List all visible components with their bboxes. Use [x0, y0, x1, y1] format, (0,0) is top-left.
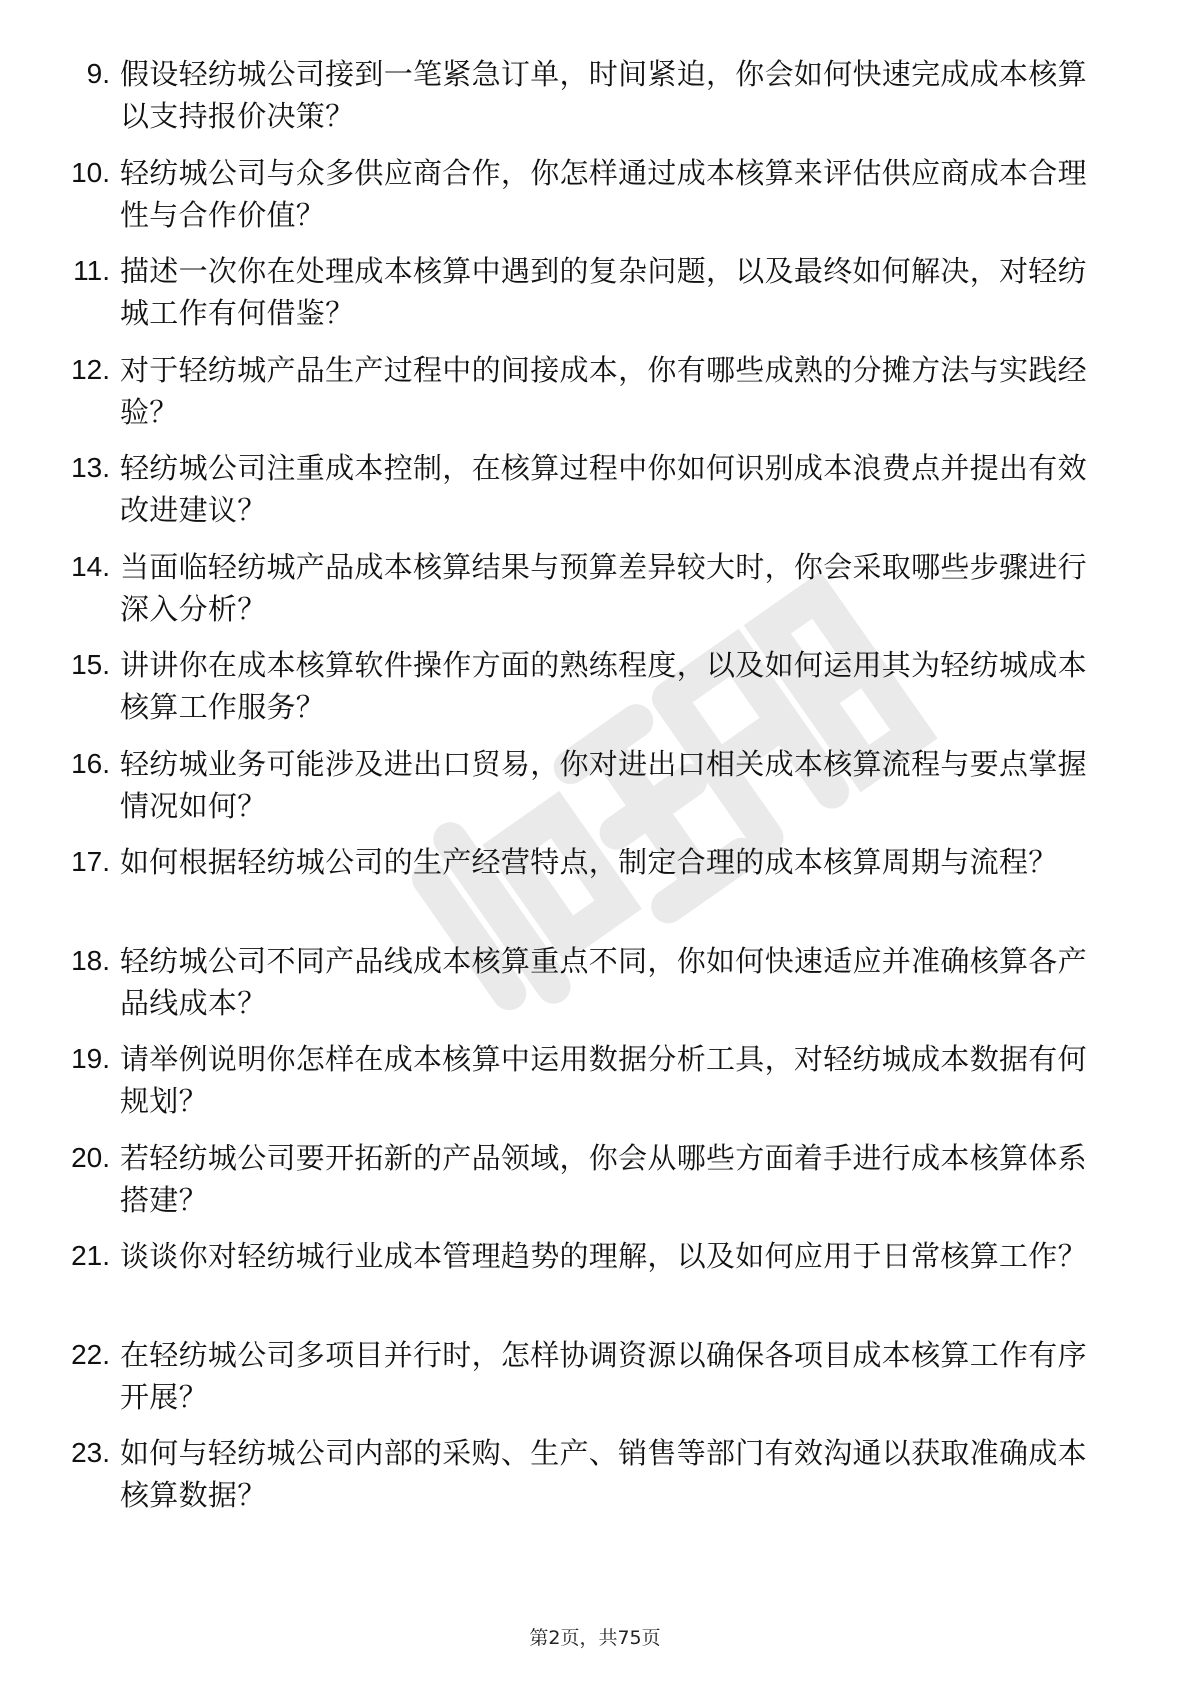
question-number: 10.: [71, 156, 110, 188]
question-number: 12.: [71, 353, 110, 385]
question-number: 19.: [71, 1043, 110, 1074]
question-text: 谈谈你对轻纺城行业成本管理趋势的理解，以及如何应用于日常核算工作？: [120, 1239, 1087, 1273]
question-number: 14.: [71, 550, 110, 582]
question-item: [50, 546, 1110, 645]
question-item: [50, 841, 1110, 940]
question-number: 21.: [71, 1240, 110, 1271]
question-text: 轻纺城公司注重成本控制，在核算过程中你如何识别成本浪费点并提出有效改进建议？: [120, 451, 1087, 527]
question-text: 讲讲你在成本核算软件操作方面的熟练程度，以及如何运用其为轻纺城成本核算工作服务？: [120, 648, 1087, 724]
question-number: 15.: [71, 649, 110, 680]
question-number: 18.: [71, 944, 110, 976]
question-item: [50, 644, 1110, 743]
question-item: [50, 743, 1110, 842]
question-item: [50, 349, 1110, 448]
question-item: [50, 1137, 1110, 1236]
question-number: 23.: [71, 1437, 110, 1468]
question-text: 在轻纺城公司多项目并行时，怎样协调资源以确保各项目成本核算工作有序开展？: [120, 1337, 1087, 1414]
question-item: [50, 1235, 1110, 1334]
question-text: 轻纺城公司不同产品线成本核算重点不同，你如何快速适应并准确核算各产品线成本？: [120, 943, 1087, 1020]
question-number: 16.: [71, 747, 110, 779]
question-text: 描述一次你在处理成本核算中遇到的复杂问题，以及最终如何解决，对轻纺城工作有何借鉴？: [120, 254, 1087, 330]
question-item: [50, 1432, 1110, 1531]
question-number: 9.: [86, 58, 110, 89]
question-number: 22.: [71, 1338, 110, 1370]
question-text: 假设轻纺城公司接到一笔紧急订单，时间紧迫，你会如何快速完成成本核算以支持报价决策？: [120, 57, 1087, 133]
question-item: [50, 1038, 1110, 1137]
question-list: [50, 53, 1110, 1531]
question-item: [50, 447, 1110, 546]
question-text: 轻纺城业务可能涉及进出口贸易，你对进出口相关成本核算流程与要点掌握情况如何？: [120, 746, 1087, 823]
question-number: 13.: [71, 452, 110, 483]
question-text: 请举例说明你怎样在成本核算中运用数据分析工具，对轻纺城成本数据有何规划？: [120, 1042, 1087, 1118]
question-text: 对于轻纺城产品生产过程中的间接成本，你有哪些成熟的分摊方法与实践经验？: [120, 352, 1087, 429]
question-item: [50, 940, 1110, 1039]
question-number: 11.: [73, 255, 110, 286]
question-item: [50, 250, 1110, 349]
question-text: 当面临轻纺城产品成本核算结果与预算差异较大时，你会采取哪些步骤进行深入分析？: [120, 549, 1087, 626]
question-number: 20.: [71, 1141, 110, 1173]
page-footer: 第2页，共75页: [529, 1627, 661, 1649]
question-item: [50, 53, 1110, 152]
question-number: 17.: [71, 846, 110, 877]
question-text: 轻纺城公司与众多供应商合作，你怎样通过成本核算来评估供应商成本合理性与合作价值？: [120, 155, 1087, 232]
question-text: 如何与轻纺城公司内部的采购、生产、销售等部门有效沟通以获取准确成本核算数据？: [120, 1436, 1087, 1512]
question-text: 如何根据轻纺城公司的生产经营特点，制定合理的成本核算周期与流程？: [120, 845, 1058, 879]
question-text: 若轻纺城公司要开拓新的产品领域，你会从哪些方面着手进行成本核算体系搭建？: [120, 1140, 1087, 1217]
question-item: [50, 1334, 1110, 1433]
question-item: [50, 152, 1110, 251]
